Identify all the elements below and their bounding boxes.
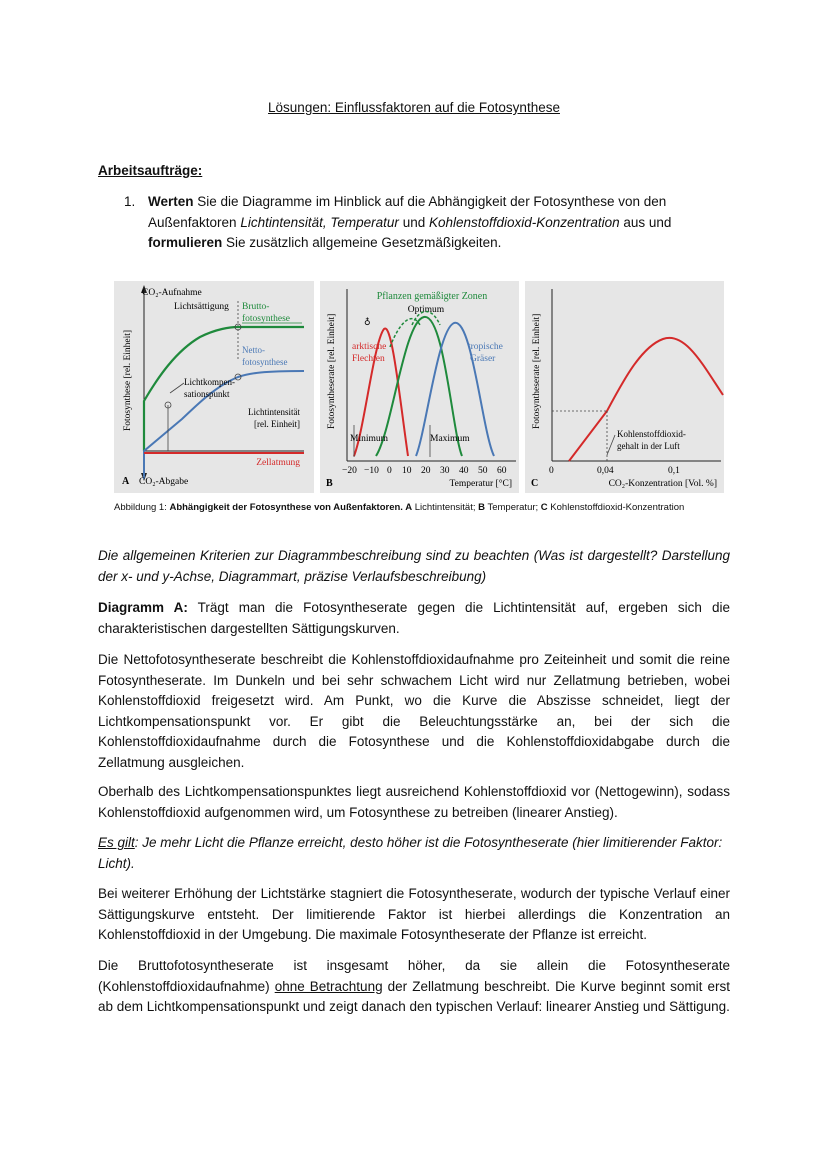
panel-a-comp-leader — [170, 383, 184, 393]
panel-b-tick-6: 40 — [459, 466, 469, 476]
task-text-part: Sie zusätzlich allgemeine Gesetzmäßigkeiten. — [222, 235, 502, 250]
panel-c-chart — [525, 281, 724, 493]
brutto-underlined: ohne Betrachtung — [274, 978, 383, 994]
panel-b-thermometer-icon: ♁ — [364, 316, 371, 326]
panel-a-comp-1: Lichtkompen- — [184, 377, 235, 387]
panel-a-respiration: Zellatmung — [256, 458, 300, 468]
panel-b-x-label: Temperatur [°C] — [449, 479, 512, 489]
panel-a-letter: A — [122, 476, 130, 487]
panel-b-tropic-1: tropische — [468, 342, 503, 352]
rule-text: : Je mehr Licht die Pflanze erreicht, desto höher ist die Fotosyntheserate (hier limitierender Faktor: Licht). — [98, 835, 723, 871]
panel-c-tick-2: 0,1 — [668, 466, 680, 476]
panel-c-letter: C — [531, 478, 539, 489]
caption-title: Abhängigkeit der Fotosynthese von Außenfaktoren. — [169, 502, 403, 513]
panel-b-tick-8: 60 — [497, 466, 507, 476]
caption-c: Kohlenstoffdioxid-Konzentration — [547, 502, 685, 513]
panel-b-tick-1: −10 — [364, 466, 379, 476]
panel-c-tick-1: 0,04 — [597, 466, 614, 476]
panel-c — [525, 281, 724, 493]
page-title: Lösungen: Einflussfaktoren auf die Fotosynthese — [268, 100, 560, 115]
panel-b-arctic-2: Flechten — [352, 354, 385, 364]
panel-b-y-label: Fotosyntheserate [rel. Einheit] — [327, 313, 337, 429]
figure-photosynthesis — [114, 281, 724, 493]
panel-b-optimum: Optimum — [407, 305, 445, 315]
task-text-part: Sie die Diagramme im Hinblick auf die Abhängigkeit der Fotosynthese von den Außenfaktoren — [148, 194, 667, 230]
panel-b-title: Pflanzen gemäßigter Zonen — [376, 291, 488, 302]
brutto-text-1: Die Bruttofotosyntheserate ist insgesamt höher, da sie allein die Fotosyntheserate (Kohlenstoffdioxidaufnahme) — [98, 958, 730, 994]
paragraph-oberhalb: Oberhalb des Lichtkompensationspunktes liegt ausreichend Kohlenstoffdioxid vor (Nettogewinn), sodass Kohlenstoffdioxid aufgenommen wird, um Fotosynthese zu betreiben (linearer Anstieg). — [98, 784, 730, 820]
task-verb-werten: Werten — [148, 194, 194, 209]
panel-a-co2-uptake: CO₂-Aufnahme — [142, 288, 202, 298]
caption-a-letter: A — [402, 502, 413, 513]
task-text-part: aus und — [619, 214, 672, 230]
panel-a-y-label: Fotosynthese [rel. Einheit] — [123, 329, 133, 431]
panel-b-tick-4: 20 — [421, 466, 431, 476]
panel-b-letter: B — [326, 478, 333, 489]
panel-c-note-leader — [607, 435, 615, 455]
panel-c-tick-0: 0 — [549, 466, 554, 476]
diagram-a-label: Diagramm A: — [98, 600, 188, 615]
figure-caption — [114, 502, 754, 513]
panel-a-comp-2: sationspunkt — [184, 389, 230, 399]
panel-b-optimum-arc-1 — [390, 319, 420, 347]
panel-b-arctic-1: arktische — [352, 342, 387, 352]
panel-c-note-1: Kohlenstoffdioxid- — [617, 429, 686, 439]
task-text-part: und — [398, 214, 429, 230]
panel-b-tick-3: 10 — [402, 466, 412, 476]
panel-b-tick-0: −20 — [342, 466, 357, 476]
rule-statement — [98, 833, 730, 874]
caption-c-letter: C — [540, 502, 548, 513]
panel-b-maximum: Maximum — [430, 434, 470, 444]
paragraph-brutto — [98, 956, 730, 1018]
panel-b-chart — [320, 281, 519, 493]
panel-b-tick-7: 50 — [478, 466, 488, 476]
caption-b: Temperatur; — [485, 502, 541, 513]
panel-a-x-label-2: [rel. Einheit] — [254, 419, 300, 429]
panel-a-netto-1: Netto- — [242, 345, 265, 355]
rule-label: Es gilt — [98, 835, 135, 850]
panel-b-tick-2: 0 — [387, 466, 392, 476]
caption-a: Lichtintensität; — [412, 502, 479, 513]
panel-a-brutto-1: Brutto- — [242, 302, 270, 312]
panel-a-brutto-2: fotosynthese — [242, 314, 291, 324]
panel-c-x-label: CO₂-Konzentration [Vol. %] — [608, 479, 717, 489]
brutto-text-2: der Zellatmung beschreibt. Die Kurve beginnt somit erst ab dem Lichtkompensationspunkt und zeigt danach den typischen Verlauf: linearer Anstieg und Sättigung. — [98, 978, 730, 1014]
section-heading: Arbeitsaufträge: — [98, 163, 203, 178]
panel-b-minimum: Minimum — [350, 434, 389, 444]
task-verb-formulieren: formulieren — [148, 235, 223, 250]
task-factor-temp: Temperatur — [330, 214, 399, 230]
diagram-a-text: Trägt man die Fotosyntheserate gegen die Lichtintensität auf, ergeben sich die charakteristischen dargestellten Sättigungskurven. — [98, 600, 730, 636]
panel-a-x-label-1: Lichtintensität — [248, 407, 300, 417]
panel-a-netto-2: fotosynthese — [242, 357, 288, 367]
panel-c-note-2: gehalt in der Luft — [617, 441, 680, 451]
panel-a-light-sat: Lichtsättigung — [174, 302, 229, 312]
task-factor-co2: Kohlenstoffdioxid-Konzentration — [428, 214, 620, 230]
panel-b-tropic-2: Gräser — [470, 354, 496, 364]
panel-a-chart — [114, 281, 314, 493]
paragraph-netto: Die Nettofotosyntheserate beschreibt die Kohlenstoffdioxidaufnahme pro Zeiteinheit und somit die reine Fotosyntheserate. Im Dunkeln und bei sehr schwachem Licht wird nur Zellatmung betrieben, wobei Kohlenstoffdioxid freigesetzt wird. Am Punkt, wo die Kurve die Abszisse schneidet, liegt der Lichtkompensationspunkt vor. Er gibt die Beleuchtungsstärke an, bei der sich die Kohlenstoffdioxidaufnahme durch die Fotosynthese und die Kohlenstoffdioxidabgabe durch die Zellatmung ausgleichen. — [98, 652, 730, 770]
task-factor-light: Lichtintensität, — [240, 214, 327, 230]
panel-b-tick-5: 30 — [440, 466, 450, 476]
panel-a-co2-release: CO₂-Abgabe — [139, 477, 189, 487]
task-number: 1. — [124, 194, 136, 209]
paragraph-saettigung: Bei weiterer Erhöhung der Lichtstärke stagniert die Fotosyntheserate, wodurch der typische Verlauf einer Sättigungskurve entsteht. Der limitierende Faktor ist hierbei allerdings die Konzentration an Kohlenstoffdioxid in der Umgebung. Die maximale Fotosyntheserate der Pflanze ist erreicht. — [98, 886, 730, 942]
diagram-a-intro — [98, 598, 730, 639]
caption-prefix: Abbildung 1: — [114, 502, 170, 513]
caption-b-letter: B — [478, 502, 485, 513]
criteria-note: Die allgemeinen Kriterien zur Diagrammbeschreibung sind zu beachten (Was ist dargestellt? Darstellung der x- und y-Achse, Diagrammart, präzise Verlaufsbeschreibung) — [98, 548, 730, 584]
panel-c-y-label: Fotosyntheserate [rel. Einheit] — [532, 313, 542, 429]
task-text — [148, 192, 738, 254]
panel-a — [114, 281, 314, 493]
panel-b — [320, 281, 519, 493]
